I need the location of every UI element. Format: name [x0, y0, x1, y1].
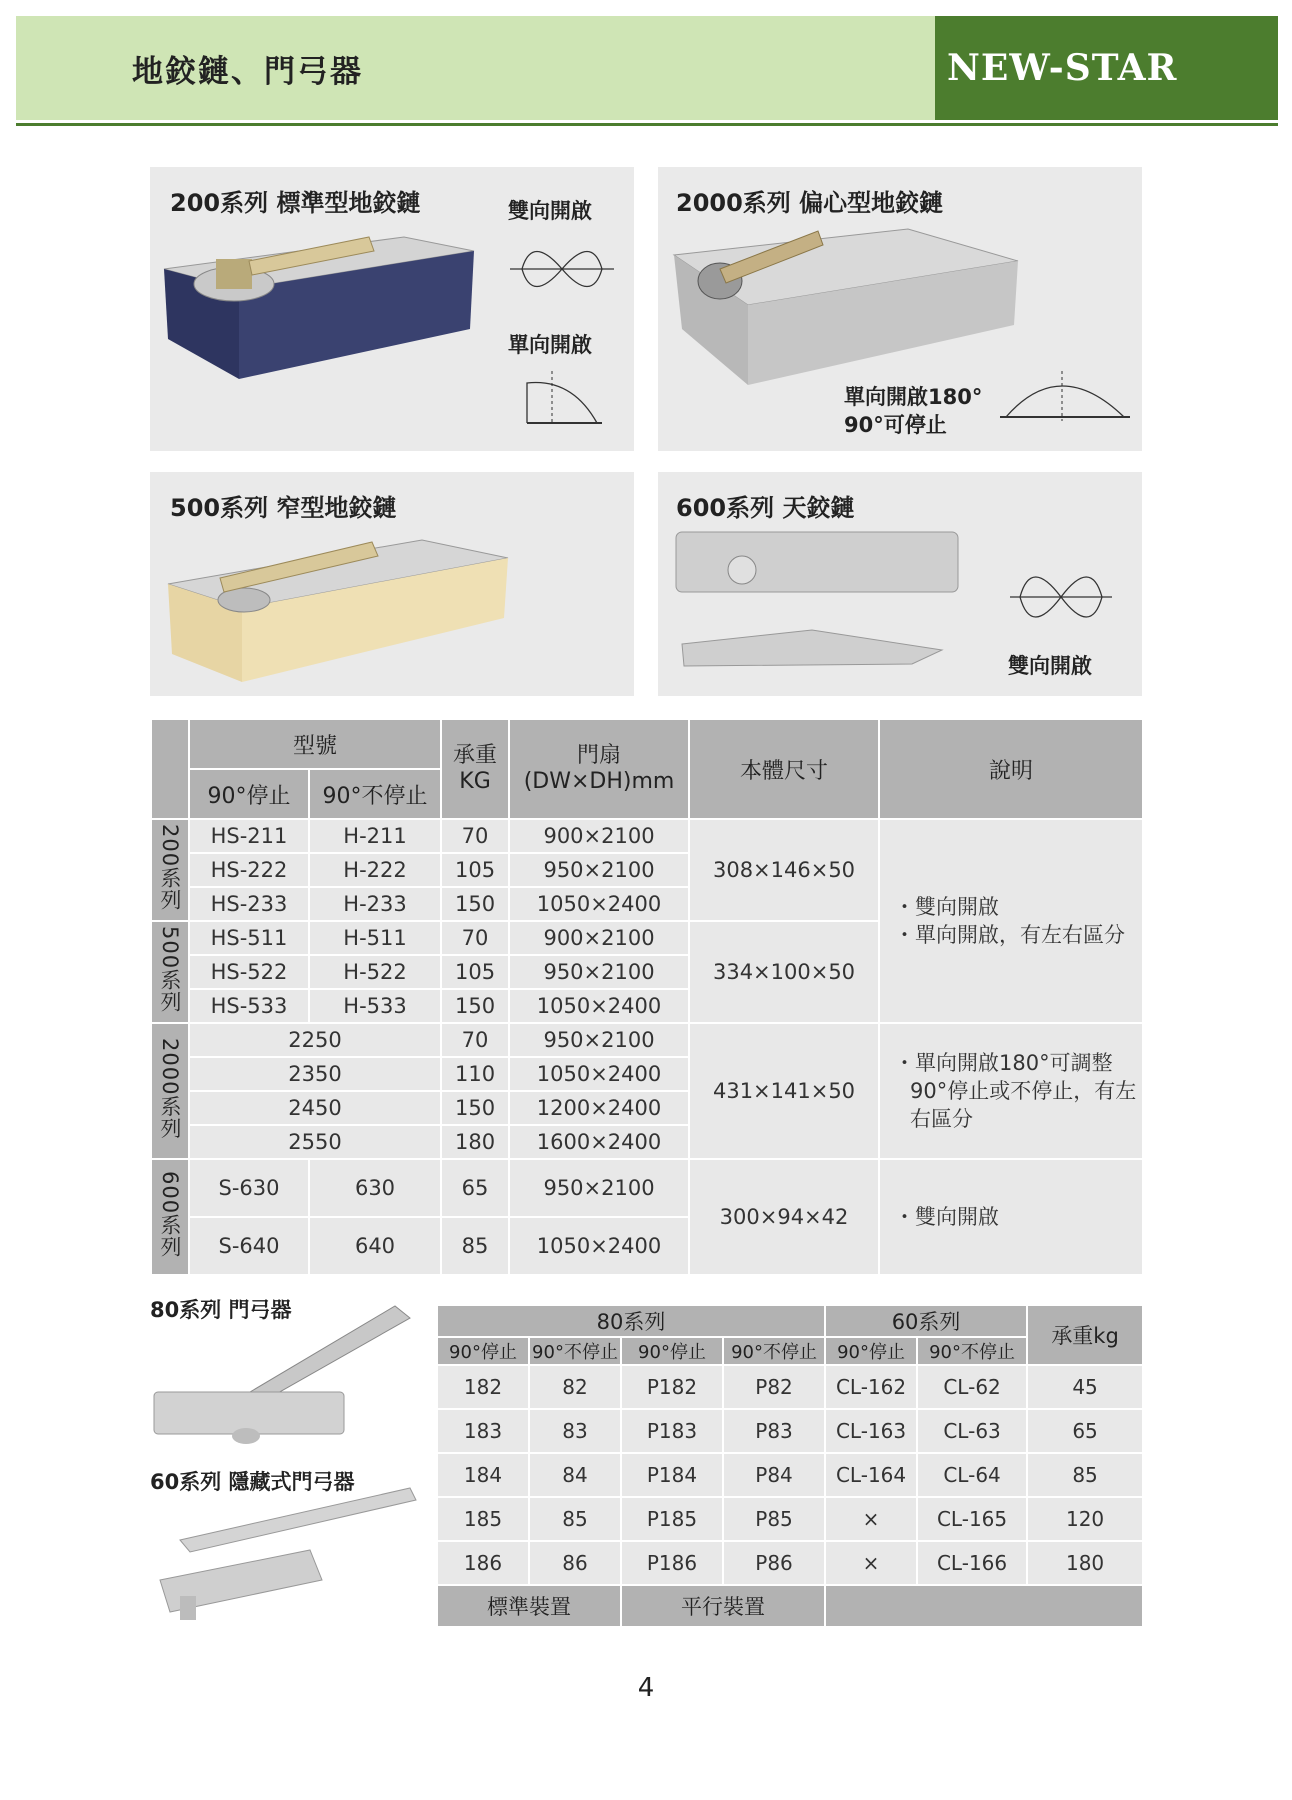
- cell: P184: [621, 1453, 723, 1497]
- cell: P84: [723, 1453, 825, 1497]
- cell-door: 1050×2400: [509, 989, 689, 1023]
- header-sub: 90°停止: [621, 1337, 723, 1365]
- panel-500-series: [150, 472, 634, 696]
- single-open-diagram-icon: [512, 363, 612, 431]
- cell: 45: [1027, 1365, 1143, 1409]
- cell-size-2000: 431×141×50: [689, 1023, 879, 1159]
- cell-model-stop: HS-522: [189, 955, 309, 989]
- cell-door: 950×2100: [509, 1023, 689, 1057]
- cell: 84: [529, 1453, 621, 1497]
- cell-load: 110: [441, 1057, 509, 1091]
- cell-door: 1050×2400: [509, 1057, 689, 1091]
- floor-hinge-500-image: [162, 534, 512, 684]
- cell: 85: [1027, 1453, 1143, 1497]
- panel-200-title: 200系列 標準型地鉸鏈: [170, 189, 421, 217]
- header-desc: 說明: [879, 719, 1143, 819]
- cell-load: 150: [441, 989, 509, 1023]
- label-double-open: 雙向開啟: [508, 199, 592, 223]
- panel-500-title: 500系列 窄型地鉸鏈: [170, 494, 397, 522]
- cell: CL-163: [825, 1409, 917, 1453]
- cell-door: 1200×2400: [509, 1091, 689, 1125]
- cell-model: 2450: [189, 1091, 441, 1125]
- header-load-kg: 承重kg: [1027, 1305, 1143, 1365]
- cell: CL-64: [917, 1453, 1027, 1497]
- cell: 183: [437, 1409, 529, 1453]
- cell-size-600: 300×94×42: [689, 1159, 879, 1275]
- cell-model-nostop: 640: [309, 1217, 441, 1275]
- cell-door: 1050×2400: [509, 887, 689, 921]
- cell: P85: [723, 1497, 825, 1541]
- cell-model-nostop: H-511: [309, 921, 441, 955]
- cell-door: 950×2100: [509, 955, 689, 989]
- cell: 86: [529, 1541, 621, 1585]
- cell-load: 150: [441, 887, 509, 921]
- header-group-60: 60系列: [825, 1305, 1027, 1337]
- cell: 85: [529, 1497, 621, 1541]
- cell: CL-63: [917, 1409, 1027, 1453]
- panel-600-title: 600系列 天鉸鏈: [676, 494, 855, 522]
- panel-600-series: [658, 472, 1142, 696]
- cell-model-nostop: H-233: [309, 887, 441, 921]
- header-divider: [16, 123, 1278, 126]
- cell-model-stop: HS-222: [189, 853, 309, 887]
- cell: P86: [723, 1541, 825, 1585]
- double-open-diagram-icon: [502, 229, 622, 309]
- closer-60-title: 60系列 隱藏式門弓器: [150, 1470, 355, 1494]
- cell-load: 150: [441, 1091, 509, 1125]
- cell-model: 2250: [189, 1023, 441, 1057]
- header-door: 門扇(DW×DH)mm: [509, 719, 689, 819]
- cell-load: 70: [441, 1023, 509, 1057]
- footer-standard: 標準裝置: [437, 1585, 621, 1627]
- cell-load: 70: [441, 921, 509, 955]
- table-row: [151, 1159, 1143, 1217]
- closer-80-title: 80系列 門弓器: [150, 1298, 292, 1322]
- cell: CL-162: [825, 1365, 917, 1409]
- label-single-180: 單向開啟180°: [844, 385, 983, 409]
- cell: 82: [529, 1365, 621, 1409]
- floor-hinge-200-image: [154, 229, 484, 414]
- cell: ×: [825, 1541, 917, 1585]
- page-title: 地鉸鏈、門弓器: [132, 54, 363, 90]
- brand-logo: NEW-STAR: [935, 16, 1278, 120]
- cell: 182: [437, 1365, 529, 1409]
- cell: P83: [723, 1409, 825, 1453]
- header-corner: [151, 719, 189, 819]
- page-number: 4: [637, 1673, 655, 1703]
- cell-desc-600: ・雙向開啟: [879, 1159, 1143, 1275]
- door-closer-60-image: [150, 1480, 420, 1630]
- cell: CL-166: [917, 1541, 1027, 1585]
- cell-size-500: 334×100×50: [689, 921, 879, 1023]
- series-label-600: 600系列: [151, 1159, 189, 1275]
- cell: P183: [621, 1409, 723, 1453]
- table-row: [437, 1497, 1143, 1541]
- header-sub: 90°不停止: [917, 1337, 1027, 1365]
- cell: ×: [825, 1497, 917, 1541]
- cell-door: 900×2100: [509, 921, 689, 955]
- header-sub: 90°停止: [825, 1337, 917, 1365]
- series-label-500: 500系列: [151, 921, 189, 1023]
- header-sub: 90°不停止: [529, 1337, 621, 1365]
- cell-model: 2350: [189, 1057, 441, 1091]
- label-600-double-open: 雙向開啟: [1008, 654, 1092, 678]
- table-row: [437, 1365, 1143, 1409]
- table-row: [437, 1453, 1143, 1497]
- header-sub: 90°不停止: [723, 1337, 825, 1365]
- closer-spec-table: [436, 1304, 1144, 1628]
- hinge-spec-table: [150, 718, 1144, 1276]
- cell: CL-165: [917, 1497, 1027, 1541]
- cell-load: 85: [441, 1217, 509, 1275]
- footer-empty: [825, 1585, 1143, 1627]
- header-sub: 90°停止: [437, 1337, 529, 1365]
- cell: P182: [621, 1365, 723, 1409]
- cell: P82: [723, 1365, 825, 1409]
- table-row: [151, 819, 1143, 853]
- label-single-open: 單向開啟: [508, 333, 592, 357]
- panel-2000-title: 2000系列 偏心型地鉸鏈: [676, 189, 944, 217]
- cell-load: 65: [441, 1159, 509, 1217]
- floor-hinge-2000-image: [668, 225, 1028, 395]
- cell-model-stop: HS-211: [189, 819, 309, 853]
- cell-door: 900×2100: [509, 819, 689, 853]
- double-open-600-diagram-icon: [1006, 552, 1116, 642]
- cell-door: 1050×2400: [509, 1217, 689, 1275]
- header-nostop90: 90°不停止: [309, 769, 441, 819]
- cell: 184: [437, 1453, 529, 1497]
- panel-200-series: [150, 167, 634, 451]
- cell: P185: [621, 1497, 723, 1541]
- cell: P186: [621, 1541, 723, 1585]
- table-row: [437, 1409, 1143, 1453]
- footer-parallel: 平行裝置: [621, 1585, 825, 1627]
- cell-desc-200-500: ・雙向開啟 ・單向開啟，有左右區分: [879, 819, 1143, 1023]
- cell-load: 105: [441, 853, 509, 887]
- cell-model-stop: S-640: [189, 1217, 309, 1275]
- cell-door: 1600×2400: [509, 1125, 689, 1159]
- cell: CL-164: [825, 1453, 917, 1497]
- cell-load: 105: [441, 955, 509, 989]
- cell-size-200: 308×146×50: [689, 819, 879, 921]
- cell: CL-62: [917, 1365, 1027, 1409]
- cell-load: 70: [441, 819, 509, 853]
- header-load: 承重KG: [441, 719, 509, 819]
- cell-model-nostop: H-522: [309, 955, 441, 989]
- cell: 186: [437, 1541, 529, 1585]
- label-90-stop: 90°可停止: [844, 413, 947, 437]
- series-label-200: 200系列: [151, 819, 189, 921]
- cell-model-nostop: 630: [309, 1159, 441, 1217]
- cell-model-stop: HS-233: [189, 887, 309, 921]
- cell-model-nostop: H-211: [309, 819, 441, 853]
- cell-model-nostop: H-533: [309, 989, 441, 1023]
- cell-desc-2000: ・單向開啟180°可調整90°停止或不停止，有左右區分: [879, 1023, 1143, 1159]
- cell: 185: [437, 1497, 529, 1541]
- cell: 180: [1027, 1541, 1143, 1585]
- table-row: [151, 1023, 1143, 1057]
- cell: 120: [1027, 1497, 1143, 1541]
- top-pivot-600-image: [672, 526, 972, 686]
- panel-2000-series: [658, 167, 1142, 451]
- series-label-2000: 2000系列: [151, 1023, 189, 1159]
- cell-model-stop: HS-533: [189, 989, 309, 1023]
- cell-model-stop: HS-511: [189, 921, 309, 955]
- cell: 83: [529, 1409, 621, 1453]
- cell-load: 180: [441, 1125, 509, 1159]
- header-group-80: 80系列: [437, 1305, 825, 1337]
- header-model: 型號: [189, 719, 441, 769]
- header-size: 本體尺寸: [689, 719, 879, 819]
- cell-door: 950×2100: [509, 853, 689, 887]
- door-closer-80-image: [150, 1296, 420, 1456]
- cell: 65: [1027, 1409, 1143, 1453]
- table-row: [437, 1541, 1143, 1585]
- cell-model-nostop: H-222: [309, 853, 441, 887]
- cell-model: 2550: [189, 1125, 441, 1159]
- cell-door: 950×2100: [509, 1159, 689, 1217]
- header-stop90: 90°停止: [189, 769, 309, 819]
- single-180-diagram-icon: [1000, 365, 1130, 437]
- cell-model-stop: S-630: [189, 1159, 309, 1217]
